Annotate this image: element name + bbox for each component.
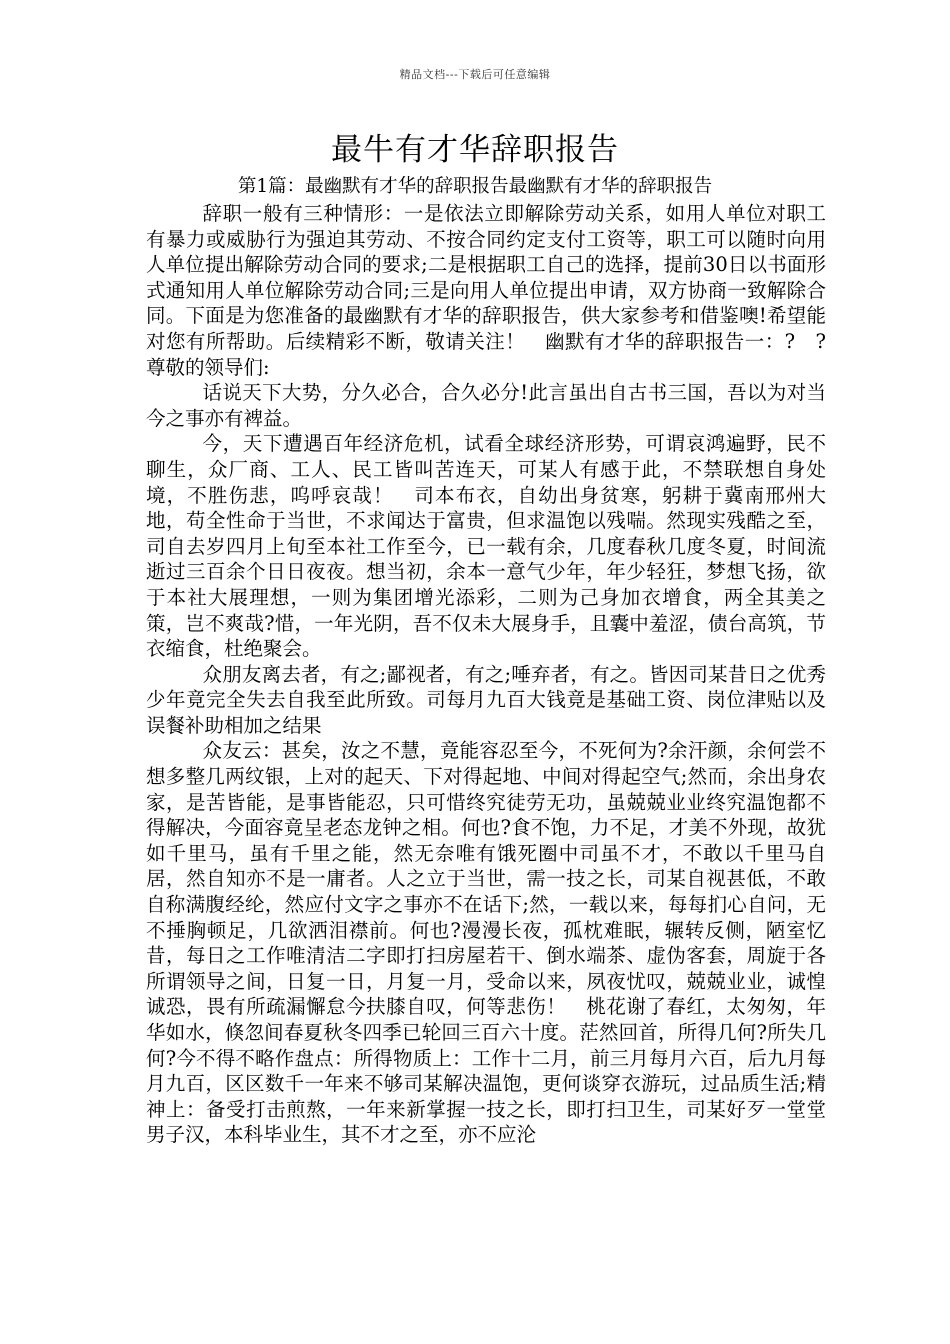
body-paragraph: 辞职一般有三种情形：一是依法立即解除劳动关系，如用人单位对职工有暴力或威胁行为强迫其劳动、不按合同约定支付工资等，职工可以随时向用人单位提出解除劳动合同的要求;二是根据职工自己的选择，提前30日以书面形式通知用人单位解除劳动合同;三是向用人单位提出申请，双方协商一致解除合同。下面是为您准备的最幽默有才华的辞职报告，供大家参考和借鉴噢!希望能对您有所帮助。后续精彩不断，敬请关注！ 幽默有才华的辞职报告一：? ?尊敬的领导们: xyxy=(146,202,826,379)
body-paragraph: 今，天下遭遇百年经济危机，试看全球经济形势，可谓哀鸿遍野，民不聊生，众厂商、工人、民工皆叫苦连天，可某人有感于此，不禁联想自身处境，不胜伤悲，呜呼哀哉！ 司本布衣，自幼出身贫寒，躬耕于冀南邢州大地，苟全性命于当世，不求闻达于富贵，但求温饱以残喘。然现实残酷之至，司自去岁四月上旬至本社工作至今，已一载有余，几度春秋几度冬夏，时间流逝过三百余个日日夜夜。想当初，余本一意气少年，年少轻狂，梦想飞扬，欲于本社大展理想，一则为集团增光添彩，二则为己身加衣增食，两全其美之策，岂不爽哉?惜，一年光阴，吾不仅未大展身手，且囊中羞涩，债台高筑，节衣缩食，杜绝聚会。 xyxy=(146,432,826,661)
body-paragraph: 众友云：甚矣，汝之不慧，竟能容忍至今，不死何为?余汗颜，余何尝不想多整几两纹银，上对的起天、下对得起地、中间对得起空气;然而，余出身农家，是苦皆能，是事皆能忍，只可惜终究徒劳无功，虽兢兢业业终究温饱都不得解决，今面容竟呈老态龙钟之相。何也?食不饱，力不足，才美不外现，故犹如千里马，虽有千里之能，然无奈唯有饿死圈中司虽不才，不敢以千里马自居，然自知亦不是一庸者。人之立于当世，需一技之长，司某自视甚低，不敢自称满腹经纶，然应付文字之事亦不在话下;然，一载以来，每每扪心自问，无不捶胸顿足，几欲洒泪襟前。何也?漫漫长夜，孤枕难眠，辗转反侧，陋室忆昔，每日之工作唯清洁二字即打扫房屋若干、倒水端茶、虚伪客套，周旋于各所谓领导之间，日复一日，月复一月，受命以来，夙夜忧叹，兢兢业业，诚惶诚恐，畏有所疏漏懈怠今扶膝自叹，何等悲伤！ 桃花谢了春红，太匆匆，年华如水，倏忽间春夏秋冬四季已轮回三百六十度。茫然回首，所得几何?所失几何?今不得不略作盘点：所得物质上：工作十二月，前三月每月六百，后九月每月九百，区区数千一年来不够司某解决温饱，更何谈穿衣游玩，过品质生活;精神上：备受打击煎熬，一年来新掌握一技之长，即打扫卫生，司某好歹一堂堂男子汉，本科毕业生，其不才之至，亦不应沦 xyxy=(146,739,826,1147)
header-note: 精品文档---下载后可任意编辑 xyxy=(399,68,551,81)
body-paragraph: 众朋友离去者，有之;鄙视者，有之;唾弃者，有之。皆因司某昔日之优秀少年竟完全失去自我至此所致。司每月九百大钱竟是基础工资、岗位津贴以及误餐补助相加之结果 xyxy=(146,662,826,737)
document-title: 最牛有才华辞职报告 xyxy=(331,132,619,168)
body-paragraph: 话说天下大势，分久必合，合久必分!此言虽出自古书三国，吾以为对当今之事亦有裨益。 xyxy=(146,381,826,430)
document-subtitle: 第1篇：最幽默有才华的辞职报告最幽默有才华的辞职报告 xyxy=(237,176,713,197)
document-body xyxy=(146,201,826,1148)
